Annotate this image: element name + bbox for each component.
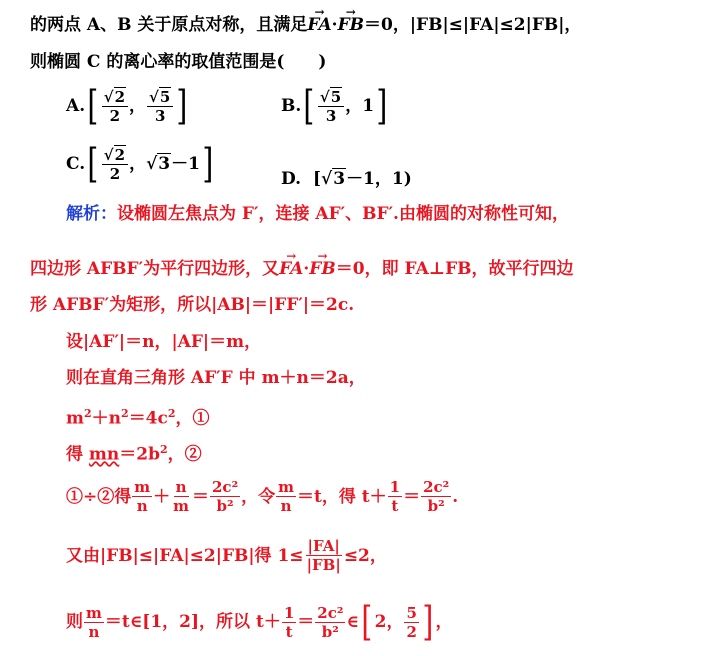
fraction: $\frac{√5}{3}$ xyxy=(318,88,344,125)
solution-line-1: 解析：设椭圆左焦点为 F′，连接 AF′、BF′.由椭圆的对称性可知， xyxy=(66,204,569,224)
option-a: A. [ $\frac{√2}{2}$ ， $\frac{√5}{3}$ ] xyxy=(66,83,188,129)
solution-line-6: $m^2+n^2=4c^2$，① xyxy=(66,407,210,429)
option-c: C. [ $\frac{√2}{2}$ ， √3 －1 ] xyxy=(66,141,214,187)
vector-fb: → FB xyxy=(338,14,364,36)
vector-fb: → FB xyxy=(309,258,335,280)
vector-fa: → FA xyxy=(307,14,331,36)
right-bracket: ] xyxy=(202,141,214,187)
left-bracket: [ xyxy=(303,83,315,129)
right-bracket: ] xyxy=(176,83,188,129)
solution-line-8: ①÷②得 $\frac{m}{n}$ ＋ $\frac{n}{m}$ ＝ $\frac{\text{2c²}}{\text{b²}}$ ，令 $\frac{m}{n}$ ＝t，得 t＋ $\frac{1}{t}$ ＝ $\frac{\text{2c²}}{\text{b²}}$ . xyxy=(66,478,459,515)
option-c-label: C. xyxy=(66,154,86,174)
fraction: $\frac{√2}{2}$ xyxy=(102,146,128,183)
solution-line-7: 得 $mn=2b^2$，② xyxy=(66,443,202,465)
option-b: B. [ $\frac{√5}{3}$ ， 1 ] xyxy=(281,83,388,129)
solution-line-2: 四边形 AFBF′为平行四边形，又→ FA·→ FB＝0，即 FA⊥FB，故平行四边 xyxy=(30,258,574,280)
option-d: D. [√3－1，1) xyxy=(281,169,412,189)
option-d-label: D. xyxy=(281,169,302,189)
vector-fa: → FA xyxy=(279,258,303,280)
solution-line-9: 又由|FB|≤|FA|≤2|FB|得 1≤ $\frac{|FA|}{|FB|}$ ≤2， xyxy=(66,537,387,574)
condition-text: ＝0，|FB|≤|FA|≤2|FB|， xyxy=(364,15,582,35)
option-a-label: A. xyxy=(66,96,86,116)
solution-label: 解析： xyxy=(66,204,117,224)
left-bracket: [ xyxy=(87,83,99,129)
solution-line-3: 形 AFBF′为矩形，所以|AB|＝|FF′|＝2c. xyxy=(30,295,355,315)
question-text: 的两点 A、B 关于原点对称，且满足 xyxy=(30,15,308,35)
fraction: $\frac{√2}{2}$ xyxy=(102,88,128,125)
solution-line-10: 则 $\frac{m}{n}$ ＝t∈[1，2]，所以 t＋ $\frac{1}{t}$ ＝ $\frac{\text{2c²}}{\text{b²}}$ ∈ [ 2， $\frac{5}{2}$ ] ， xyxy=(66,599,453,645)
question-line-1 xyxy=(30,14,581,36)
dot-operator: · xyxy=(331,15,338,35)
solution-line-5: 则在直角三角形 AF′F 中 m＋n＝2a， xyxy=(66,368,366,388)
right-bracket: ] xyxy=(376,83,388,129)
solution-line-4: 设|AF′|＝n，|AF|＝m， xyxy=(66,332,262,352)
question-line-2: 则椭圆 C 的离心率的取值范围是( ) xyxy=(30,52,327,72)
left-bracket: [ xyxy=(87,141,99,187)
fraction: $\frac{√5}{3}$ xyxy=(147,88,173,125)
option-b-upper: 1 xyxy=(362,96,375,116)
option-b-label: B. xyxy=(281,96,302,116)
